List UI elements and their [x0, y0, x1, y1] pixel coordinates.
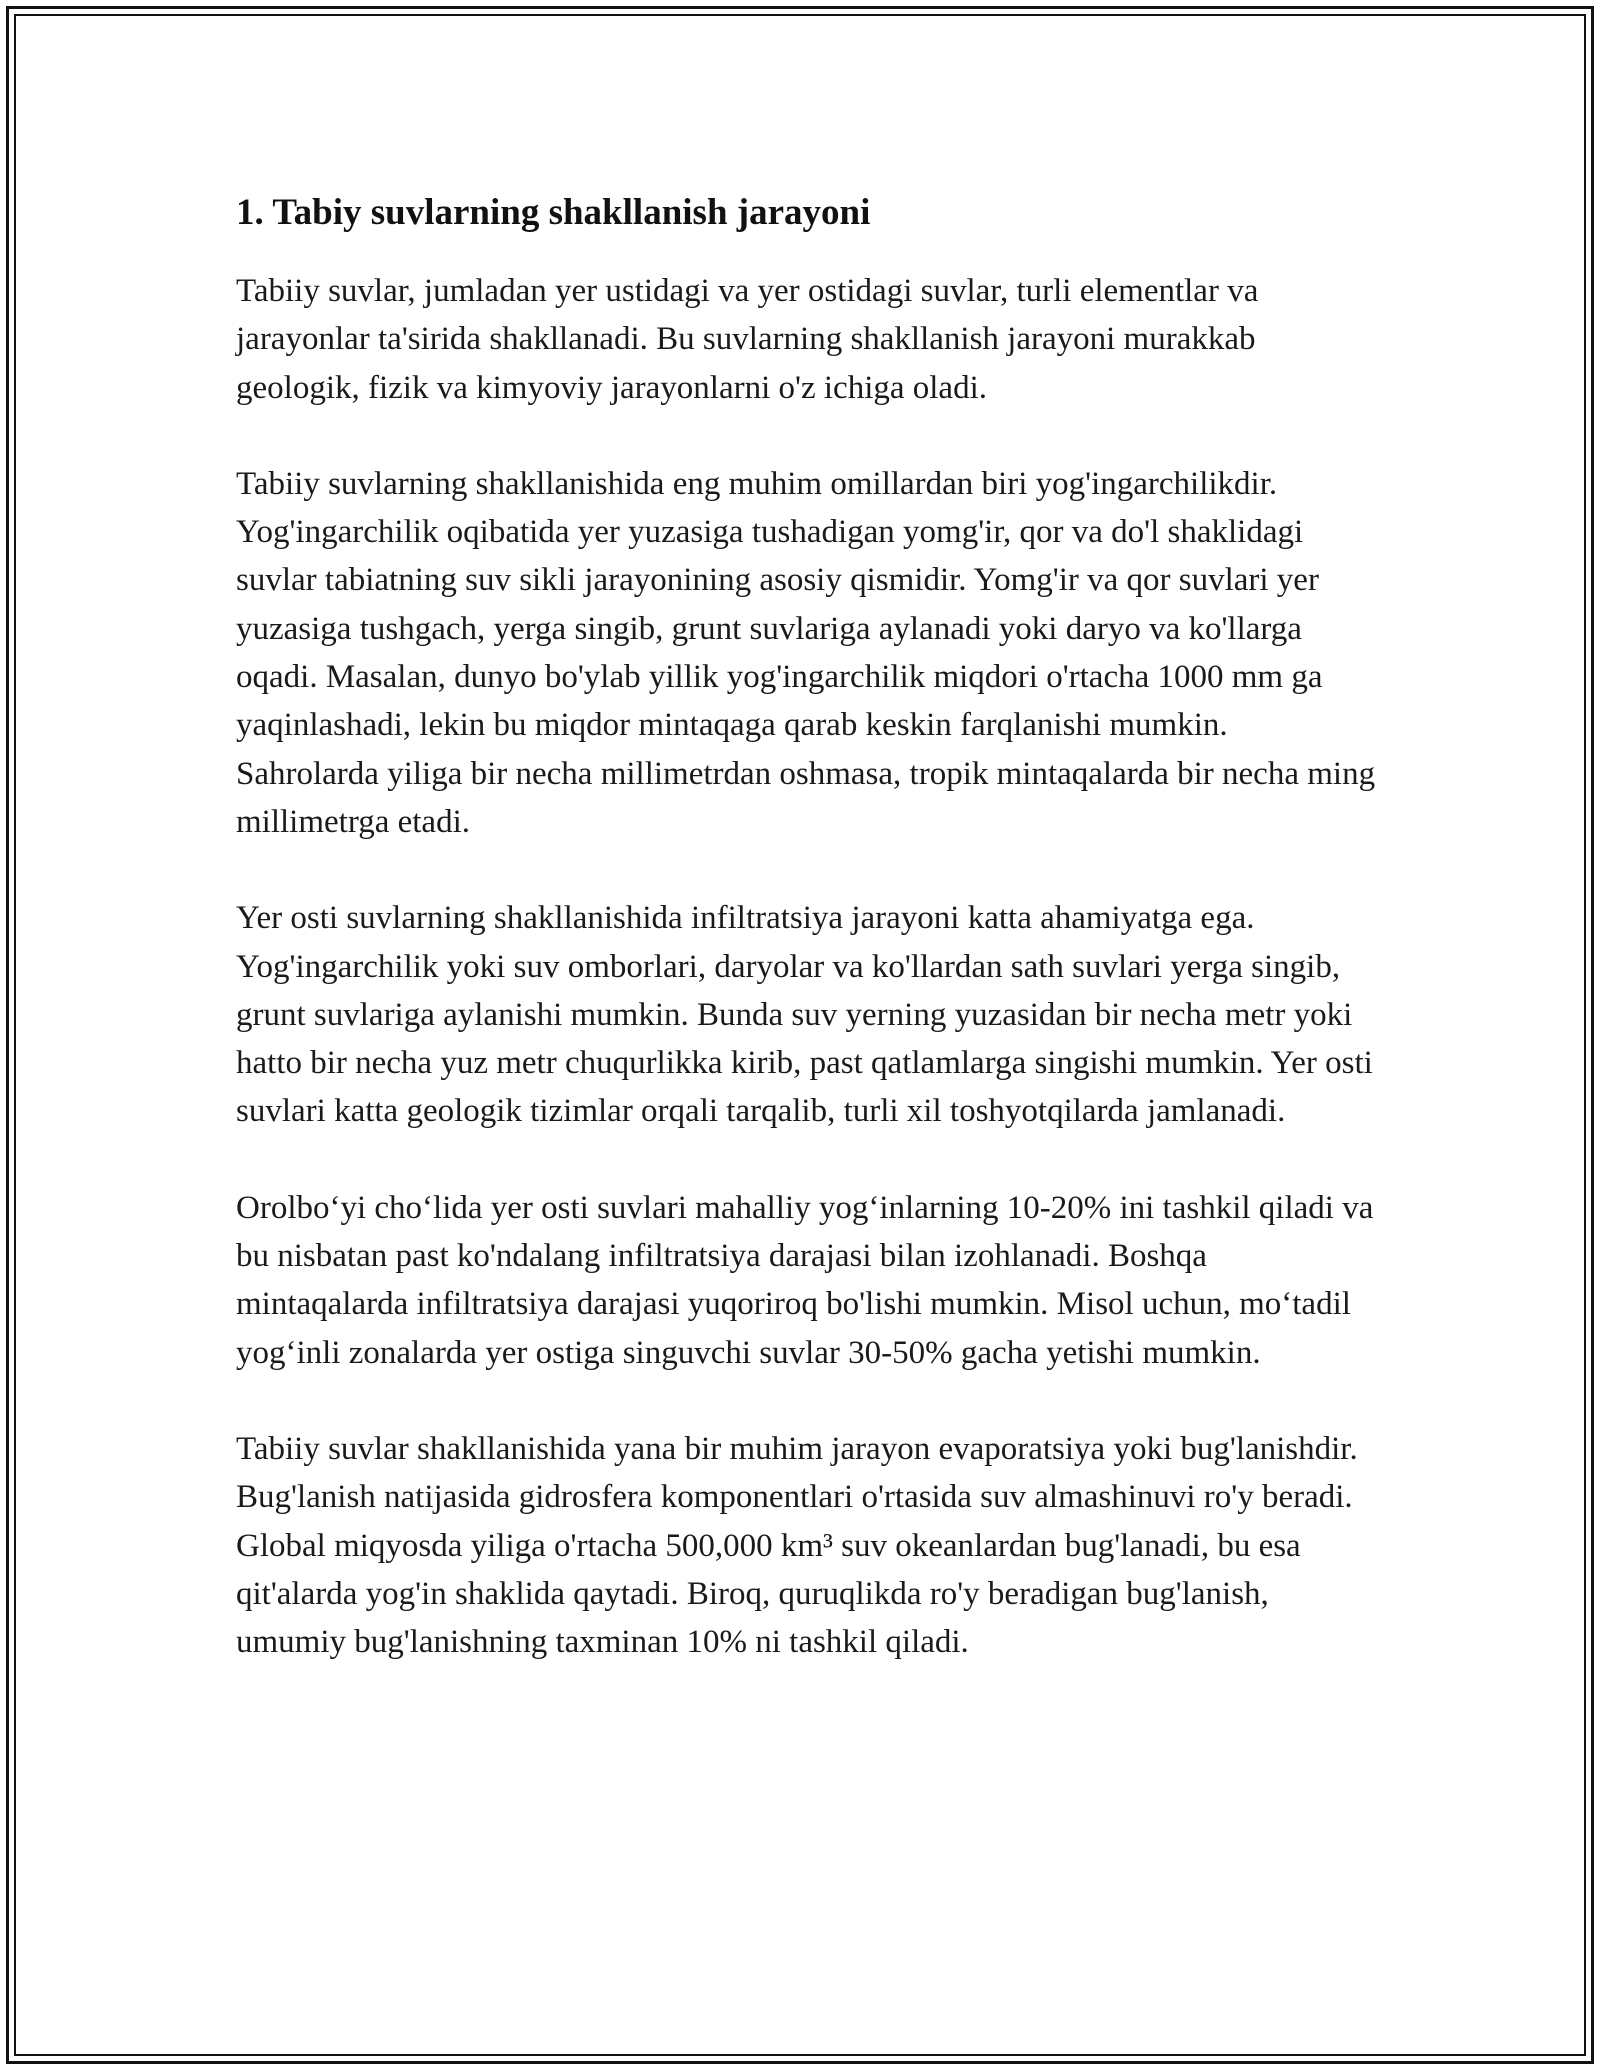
paragraph-evaporation: Tabiiy suvlar shakllanishida yana bir muhim jarayon evaporatsiya yoki bug'lanishdir. Bug'lanish natijasida gidrosfera komponentlari o'rtasida suv almashinuvi ro'y beradi. Global miqyosda yiliga o'rtacha 500,000 km³ suv okeanlardan bug'lanadi, bu esa qit'alarda yog'in shaklida qaytadi. Biroq, quruqlikda ro'y beradigan bug'lanish, umumiy bug'lanishning taxminan 10% ni tashkil qiladi.	[236, 1430, 1358, 1661]
section-title: 1. Tabiy suvlarning shakllanish jarayoni	[236, 192, 871, 233]
paragraph-aral-desert: Orolbo‘yi cho‘lida yer osti suvlari mahalliy yog‘inlarning 10-20% ini tashkil qiladi va bu nisbatan past ko'ndalang infiltratsiya darajasi bilan izohlanadi. Boshqa mintaqalarda infiltratsiya darajasi yuqoriroq bo'lishi mumkin. Misol uchun, mo‘tadil yog‘inli zonalarda yer ostiga singuvchi suvlar 30-50% gacha yetishi mumkin.	[236, 1189, 1374, 1371]
document-body	[236, 185, 1376, 1714]
paragraph-precipitation: Tabiiy suvlarning shakllanishida eng muhim omillardan biri yog'ingarchilikdir. Yog'ingarchilik oqibatida yer yuzasiga tushadigan yomg'ir, qor va do'l shaklidagi suvlar tabiatning suv sikli jarayonining asosiy qismidir. Yomg'ir va qor suvlari yer yuzasiga tushgach, yerga singib, grunt suvlariga aylanadi yoki daryo va ko'llarga oqadi. Masalan, dunyo bo'ylab yillik yog'ingarchilik miqdori o'rtacha 1000 mm ga yaqinlashadi, lekin bu miqdor mintaqaga qarab keskin farqlanishi mumkin. Sahrolarda yiliga bir necha millimetrdan oshmasa, tropik mintaqalarda bir necha ming millimetrga etadi.	[236, 465, 1376, 840]
paragraph-infiltration: Yer osti suvlarning shakllanishida infiltratsiya jarayoni katta ahamiyatga ega. Yog'ingarchilik yoki suv omborlari, daryolar va ko'llardan sath suvlari yerga singib, grunt suvlariga aylanishi mumkin. Bunda suv yerning yuzasidan bir necha metr yoki hatto bir necha yuz metr chuqurlikka kirib, past qatlamlarga singishi mumkin. Yer osti suvlari katta geologik tizimlar orqali tarqalib, turli xil toshyotqilarda jamlanadi.	[236, 900, 1373, 1130]
paragraph-intro: Tabiiy suvlar, jumladan yer ustidagi va yer ostidagi suvlar, turli elementlar va jarayonlar ta'sirida shakllanadi. Bu suvlarning shakllanish jarayoni murakkab geologik, fizik va kimyoviy jarayonlarni o'z ichiga oladi.	[236, 273, 1259, 406]
